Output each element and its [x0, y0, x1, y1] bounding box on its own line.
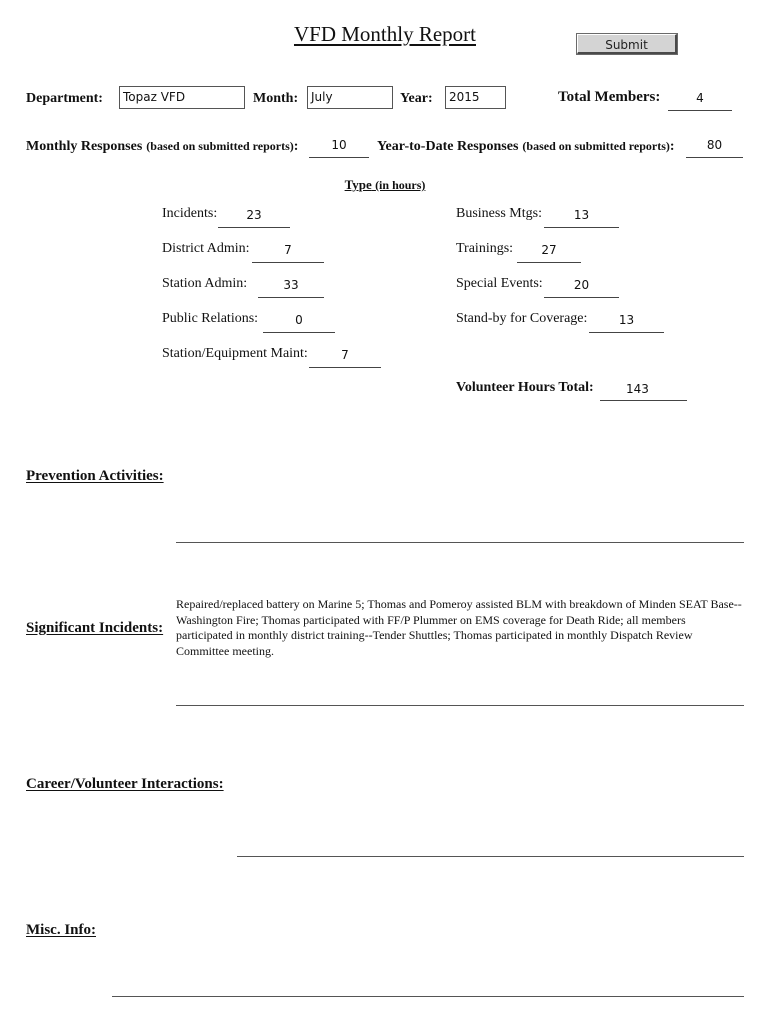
month-field[interactable]: July: [307, 86, 393, 109]
submit-button[interactable]: Submit: [577, 34, 677, 54]
volunteer-hours-label: Volunteer Hours Total:: [456, 380, 594, 395]
month-label: Month:: [253, 91, 299, 106]
significant-incidents-heading: Significant Incidents:: [26, 620, 164, 636]
trainings-field[interactable]: 27: [517, 240, 581, 263]
ytd-responses-field[interactable]: 80: [686, 135, 743, 158]
ytd-responses-title: Year-to-Date Responses: [377, 139, 519, 154]
career-volunteer-heading: Career/Volunteer Interactions:: [26, 776, 224, 792]
special-events-field[interactable]: 20: [544, 275, 619, 298]
prevention-activities-heading: Prevention Activities:: [26, 468, 164, 484]
type-heading-note: (in hours): [375, 178, 426, 192]
monthly-responses-colon: :: [293, 139, 299, 154]
incidents-label: Incidents:: [162, 206, 218, 221]
district-admin-label: District Admin:: [162, 241, 250, 256]
prevention-activities-line: [176, 542, 744, 543]
monthly-responses-field[interactable]: 10: [309, 135, 369, 158]
misc-info-heading: Misc. Info:: [26, 922, 96, 938]
type-heading-label: Type: [344, 177, 372, 192]
prevention-activities-field[interactable]: [176, 488, 744, 536]
standby-field[interactable]: 13: [589, 310, 664, 333]
volunteer-hours-field[interactable]: 143: [600, 379, 687, 401]
station-admin-label: Station Admin:: [162, 276, 248, 291]
ytd-responses-colon: :: [669, 139, 675, 154]
district-admin-field[interactable]: 7: [252, 240, 324, 263]
special-events-label: Special Events:: [456, 276, 543, 291]
trainings-label: Trainings:: [456, 241, 514, 256]
significant-incidents-field[interactable]: Repaired/replaced battery on Marine 5; Thomas and Pomeroy assisted BLM with breakdown of Minden SEAT Base--Washington Fire; Thomas participated with FF/P Plummer on EMS coverage for Death Ride; all members participated in monthly district training--Tender Shuttles; Thomas participated in monthly Dispatch Review Committee meeting.: [176, 597, 742, 658]
career-volunteer-line: [237, 856, 744, 857]
monthly-responses-title: Monthly Responses: [26, 139, 143, 154]
monthly-responses-note: (based on submitted reports): [146, 139, 294, 153]
station-equipment-label: Station/Equipment Maint:: [162, 346, 308, 361]
total-members-field[interactable]: 4: [668, 88, 732, 111]
page-title: VFD Monthly Report: [293, 22, 476, 46]
department-label: Department:: [26, 91, 103, 106]
public-relations-label: Public Relations:: [162, 311, 259, 326]
business-mtgs-field[interactable]: 13: [544, 205, 619, 228]
ytd-responses-label: [377, 137, 675, 155]
total-members-label: Total Members:: [558, 89, 661, 105]
incidents-field[interactable]: 23: [218, 205, 290, 228]
standby-label: Stand-by for Coverage:: [456, 311, 588, 326]
station-equipment-field[interactable]: 7: [309, 345, 381, 368]
station-admin-field[interactable]: 33: [258, 275, 324, 298]
career-volunteer-field[interactable]: [237, 800, 744, 850]
department-field[interactable]: Topaz VFD: [119, 86, 245, 109]
year-field[interactable]: 2015: [445, 86, 506, 109]
ytd-responses-note: (based on submitted reports): [522, 139, 670, 153]
public-relations-field[interactable]: 0: [263, 310, 335, 333]
type-heading: [0, 177, 770, 193]
monthly-responses-label: [26, 137, 298, 155]
misc-info-line: [112, 996, 744, 997]
year-label: Year:: [400, 91, 433, 106]
misc-info-field[interactable]: [112, 945, 744, 990]
business-mtgs-label: Business Mtgs:: [456, 206, 542, 221]
significant-incidents-line: [176, 705, 744, 706]
